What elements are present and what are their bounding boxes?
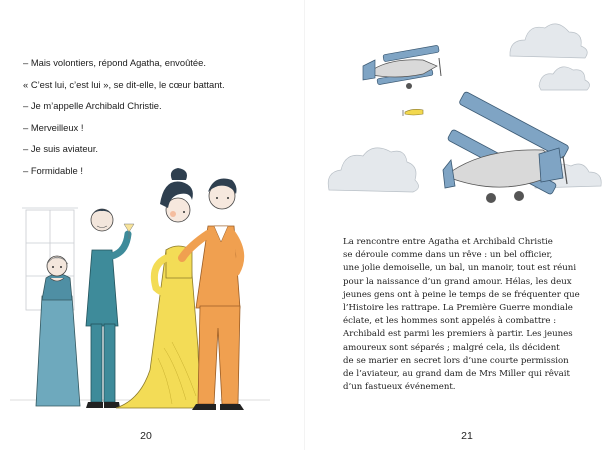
story-line: se déroule comme dans un rêve : un bel officier, <box>343 250 553 261</box>
story-line: l’Histoire les rattrape. La Première Guerre mondiale <box>343 303 573 314</box>
story-line: pour la naissance d’un grand amour. Hélas, les deux <box>343 276 572 287</box>
story-line: jeunes gens ont à peine le temps de se fréquenter que <box>343 289 580 300</box>
biplanes-and-clouds-illustration <box>305 0 609 232</box>
story-line: une jolie demoiselle, un bal, un manoir, tout est réuni <box>343 263 577 274</box>
ballroom-dance-illustration <box>0 138 304 420</box>
cloud-left <box>328 148 418 192</box>
story-paragraph <box>343 236 595 394</box>
small-biplane <box>363 45 441 89</box>
story-line: de l’aviateur, au grand dam de Mrs Miller qui rêvait <box>343 369 570 380</box>
cloud-top-right <box>510 24 590 90</box>
dialogue-line: – Je suis aviateur. <box>23 143 99 155</box>
page-number-left: 20 <box>140 430 152 442</box>
page-number-right: 21 <box>461 430 473 442</box>
large-biplane <box>443 91 569 203</box>
dialogue-line: – Formidable ! <box>23 164 83 176</box>
dialogue-line: – Merveilleux ! <box>23 121 84 133</box>
right-page <box>305 0 609 450</box>
story-line: de se marier en secret lors d’une courte permission <box>343 355 569 366</box>
story-line: La rencontre entre Agatha et Archibald Christie <box>343 237 553 247</box>
dialogue-line: – Mais volontiers, répond Agatha, envoûtée. <box>23 57 206 68</box>
dialogue-line: – Je m’appelle Archibald Christie. <box>23 100 162 112</box>
old-lady-figure <box>36 256 80 406</box>
agatha-figure <box>116 168 212 408</box>
story-line: amoureux sont séparés ; malgré cela, ils décident <box>343 342 560 353</box>
story-line: Archibald est parmi les premiers à partir. Les jeunes <box>343 329 573 340</box>
story-line: d’un fastueux événement. <box>343 382 456 393</box>
tiny-plane <box>403 109 423 116</box>
butler-figure <box>86 209 134 408</box>
dialogue-line: « C’est lui, c’est lui », se dit-elle, le cœur battant. <box>23 78 225 90</box>
left-page <box>0 0 304 450</box>
story-line: éclate, et les hommes sont appelés à combattre : <box>343 316 557 327</box>
